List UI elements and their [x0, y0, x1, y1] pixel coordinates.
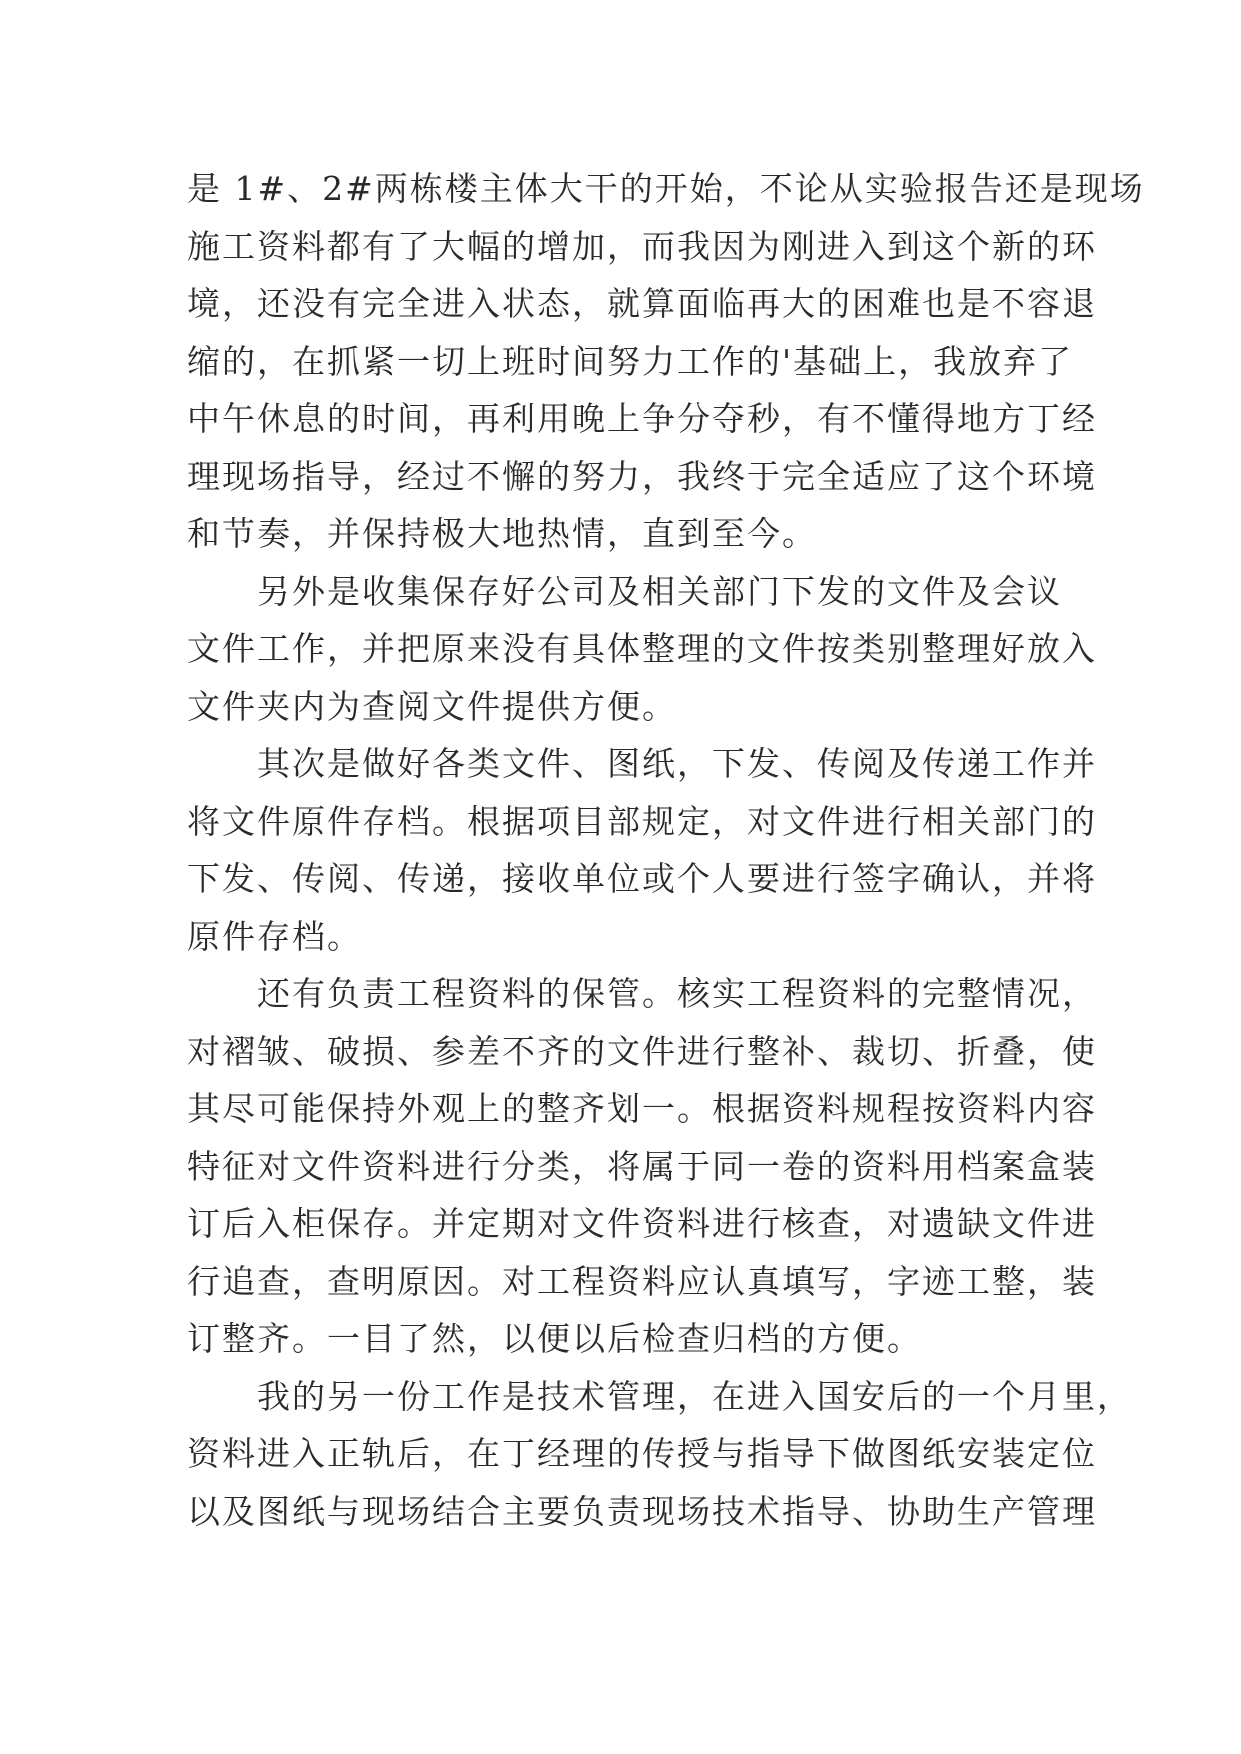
paragraph: [187, 965, 1097, 1368]
text-line: 中午休息的时间，再利用晚上争分夺秒，有不懂得地方丁经: [187, 399, 1097, 438]
text-line: 以及图纸与现场结合主要负责现场技术指导、协助生产管理: [187, 1491, 1097, 1531]
text-line: 我的另一份工作是技术管理，在进入国安后的一个月里，: [257, 1376, 1132, 1416]
text-line: 理现场指导，经过不懈的努力，我终于完全适应了这个环境: [187, 456, 1097, 496]
paragraph: [187, 1368, 1132, 1541]
text-line: 文件工作，并把原来没有具体整理的文件按类别整理好放入: [187, 629, 1097, 668]
text-line: 文件夹内为查阅文件提供方便。: [187, 686, 677, 726]
text-line: 原件存档。: [187, 916, 362, 956]
body-text: [187, 160, 1145, 1540]
paragraph: [187, 160, 1145, 563]
text-line: 缩的，在抓紧一切上班时间努力工作的'基础上，我放弃了: [187, 341, 1074, 381]
text-line: 资料进入正轨后，在丁经理的传授与指导下做图纸安装定位: [187, 1434, 1097, 1473]
text-line: 订整齐。一目了然，以便以后检查归档的方便。: [187, 1319, 922, 1358]
text-line: 境，还没有完全进入状态，就算面临再大的困难也是不容退: [187, 284, 1097, 323]
text-line: 还有负责工程资料的保管。核实工程资料的完整情况，: [257, 974, 1097, 1013]
text-line: 是 1#、2#两栋楼主体大干的开始，不论从实验报告还是现场: [187, 169, 1145, 208]
text-line: 其尽可能保持外观上的整齐划一。根据资料规程按资料内容: [187, 1089, 1097, 1128]
text-line: 下发、传阅、传递，接收单位或个人要进行签字确认，并将: [187, 859, 1097, 898]
text-line: 行追查，查明原因。对工程资料应认真填写，字迹工整，装: [187, 1261, 1097, 1301]
text-line: 施工资料都有了大幅的增加，而我因为刚进入到这个新的环: [187, 226, 1097, 266]
text-line: 特征对文件资料进行分类，将属于同一卷的资料用档案盒装: [187, 1146, 1097, 1186]
text-line: 对褶皱、破损、参差不齐的文件进行整补、裁切、折叠，使: [187, 1031, 1097, 1071]
text-line: 其次是做好各类文件、图纸，下发、传阅及传递工作并: [257, 744, 1097, 783]
text-line: 另外是收集保存好公司及相关部门下发的文件及会议: [257, 571, 1062, 611]
paragraph: [187, 563, 1097, 736]
text-line: 和节奏，并保持极大地热情，直到至今。: [187, 514, 817, 553]
text-line: 订后入柜保存。并定期对文件资料进行核查，对遗缺文件进: [187, 1204, 1097, 1243]
text-line: 将文件原件存档。根据项目部规定，对文件进行相关部门的: [187, 801, 1097, 841]
paragraph: [187, 735, 1097, 965]
